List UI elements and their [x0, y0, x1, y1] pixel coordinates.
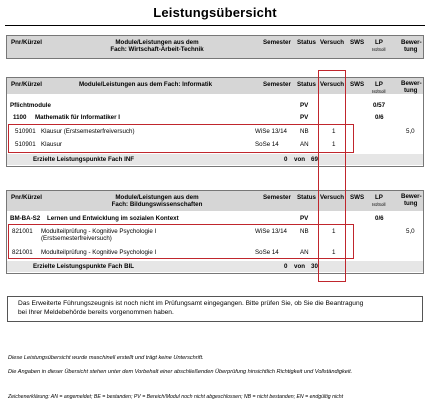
exam-semester: WiSe 13/14 [255, 128, 287, 135]
exam-grade: 5,0 [406, 128, 415, 135]
total-value: 0 [284, 156, 288, 163]
title-divider [5, 25, 425, 26]
col-semester: Semester [263, 194, 291, 201]
total-von: von [294, 156, 306, 163]
exam-status: AN [300, 141, 309, 148]
col-versuch: Versuch [320, 81, 345, 88]
group-lp: 0/57 [373, 102, 386, 109]
exam-versuch: 1 [332, 128, 336, 135]
exam-status: NB [300, 128, 309, 135]
col-pnr: Pnr/Kürzel [11, 81, 42, 88]
section-bil-header [7, 191, 423, 211]
section-bil-heading-line2: Fach: Bildungswissenschaften [111, 201, 203, 208]
exam-status: AN [300, 249, 309, 256]
exam-name: Modulteilprüfung - Kognitive Psychologie I [41, 228, 157, 235]
section-bil-heading-line1: Module/Leistungen aus dem [115, 194, 199, 201]
section-wat-table [6, 35, 424, 59]
highlight-inf-exams [8, 124, 354, 153]
exam-pnr: 821001 [12, 249, 33, 256]
col-lp: LP [375, 81, 383, 88]
footnote-machine-generated: Diese Leistungsübersicht wurde maschinell erstellt und trägt keine Unterschrift. [8, 355, 204, 361]
exam-grade: 5,0 [406, 228, 415, 235]
total-value: 0 [284, 263, 288, 270]
notice-line-1: Das Erweiterte Führungszeugnis ist noch nicht im Prüfungsamt eingegangen. Bitte prüfen Sie, ob Sie die Beantragung [18, 300, 364, 307]
col-versuch: Versuch [320, 39, 345, 46]
module-lp: 0/6 [375, 114, 384, 121]
col-semester: Semester [263, 39, 291, 46]
module-code: 1100 [13, 114, 27, 121]
col-bewertung-2: tung [404, 46, 418, 53]
col-lp-sub: Ist/Soll [372, 89, 386, 94]
module-code: BM-BA-S2 [10, 215, 41, 222]
col-sws: SWS [350, 81, 365, 88]
exam-semester: SoSe 14 [255, 141, 279, 148]
section-wat-heading-line2: Fach: Wirtschaft-Arbeit-Technik [110, 46, 204, 53]
section-inf-header [7, 78, 423, 94]
exam-name-line2: (Erstsemesterfreiversuch) [41, 235, 112, 242]
footnote-disclaimer: Die Angaben in dieser Übersicht stehen unter dem Vorbehalt einer abschließenden Überprüfung hinsichtlich Richtigkeit und Vollständigkeit. [8, 369, 353, 375]
col-lp: LP [375, 194, 383, 201]
exam-semester: SoSe 14 [255, 249, 279, 256]
col-status: Status [297, 194, 316, 201]
col-status: Status [297, 39, 316, 46]
notice-line-2: bei Ihrer Meldebehörde bereits vorgenommen haben. [18, 309, 174, 316]
group-status: PV [300, 102, 309, 109]
total-max: 30 [311, 263, 318, 270]
section-wat-header [7, 36, 423, 58]
col-lp: LP [375, 39, 383, 46]
module-status: PV [300, 215, 309, 222]
total-von: von [294, 263, 306, 270]
exam-semester: WiSe 13/14 [255, 228, 287, 235]
total-row-inf [7, 154, 423, 165]
module-name: Mathematik für Informatiker I [35, 114, 120, 121]
col-lp-sub: Ist/Soll [372, 202, 386, 207]
col-pnr: Pnr/Kürzel [11, 39, 42, 46]
exam-versuch: 1 [332, 249, 336, 256]
col-status: Status [297, 81, 316, 88]
highlight-bil-exams [8, 224, 354, 259]
section-inf-heading: Module/Leistungen aus dem Fach: Informatik [79, 81, 213, 88]
col-bewertung: Bewer- [401, 39, 422, 46]
group-label: Pflichtmodule [10, 102, 51, 109]
section-wat-heading-line1: Module/Leistungen aus dem [115, 39, 199, 46]
exam-name: Klausur (Erstsemesterfreiversuch) [41, 128, 135, 135]
footnote-legend: Zeichenerklärung: AN = angemeldet; BE = bestanden; PV = Bereich/Modul noch nicht abgeschlossen; NB = nicht bestanden; EN = endgültig nicht [8, 394, 344, 400]
total-row-bil [7, 261, 423, 272]
exam-status: NB [300, 228, 309, 235]
module-status: PV [300, 114, 309, 121]
col-semester: Semester [263, 81, 291, 88]
col-bewertung: Bewer- [401, 80, 422, 87]
exam-name: Klausur [41, 141, 62, 148]
section-inf-table [6, 77, 424, 167]
module-lp: 0/6 [375, 215, 384, 222]
notice-box [7, 296, 423, 322]
exam-versuch: 1 [332, 228, 336, 235]
total-label: Erzielte Leistungspunkte Fach BIL [33, 263, 135, 270]
exam-versuch: 1 [332, 141, 336, 148]
page-title: Leistungsübersicht [153, 5, 277, 20]
col-sws: SWS [350, 39, 365, 46]
col-bewertung-2: tung [404, 87, 418, 94]
col-bewertung-2: tung [404, 200, 418, 207]
col-bewertung: Bewer- [401, 193, 422, 200]
exam-pnr: 510901 [15, 141, 36, 148]
col-sws: SWS [350, 194, 365, 201]
total-max: 69 [311, 156, 318, 163]
col-lp-sub: Ist/Soll [372, 47, 386, 52]
col-pnr: Pnr/Kürzel [11, 194, 42, 201]
col-versuch: Versuch [320, 194, 345, 201]
exam-name: Modulteilprüfung - Kognitive Psychologie I [41, 249, 157, 256]
exam-pnr: 510901 [15, 128, 36, 135]
module-name: Lernen und Entwicklung im sozialen Kontext [47, 215, 179, 222]
total-label: Erzielte Leistungspunkte Fach INF [33, 156, 135, 163]
exam-pnr: 821001 [12, 228, 33, 235]
